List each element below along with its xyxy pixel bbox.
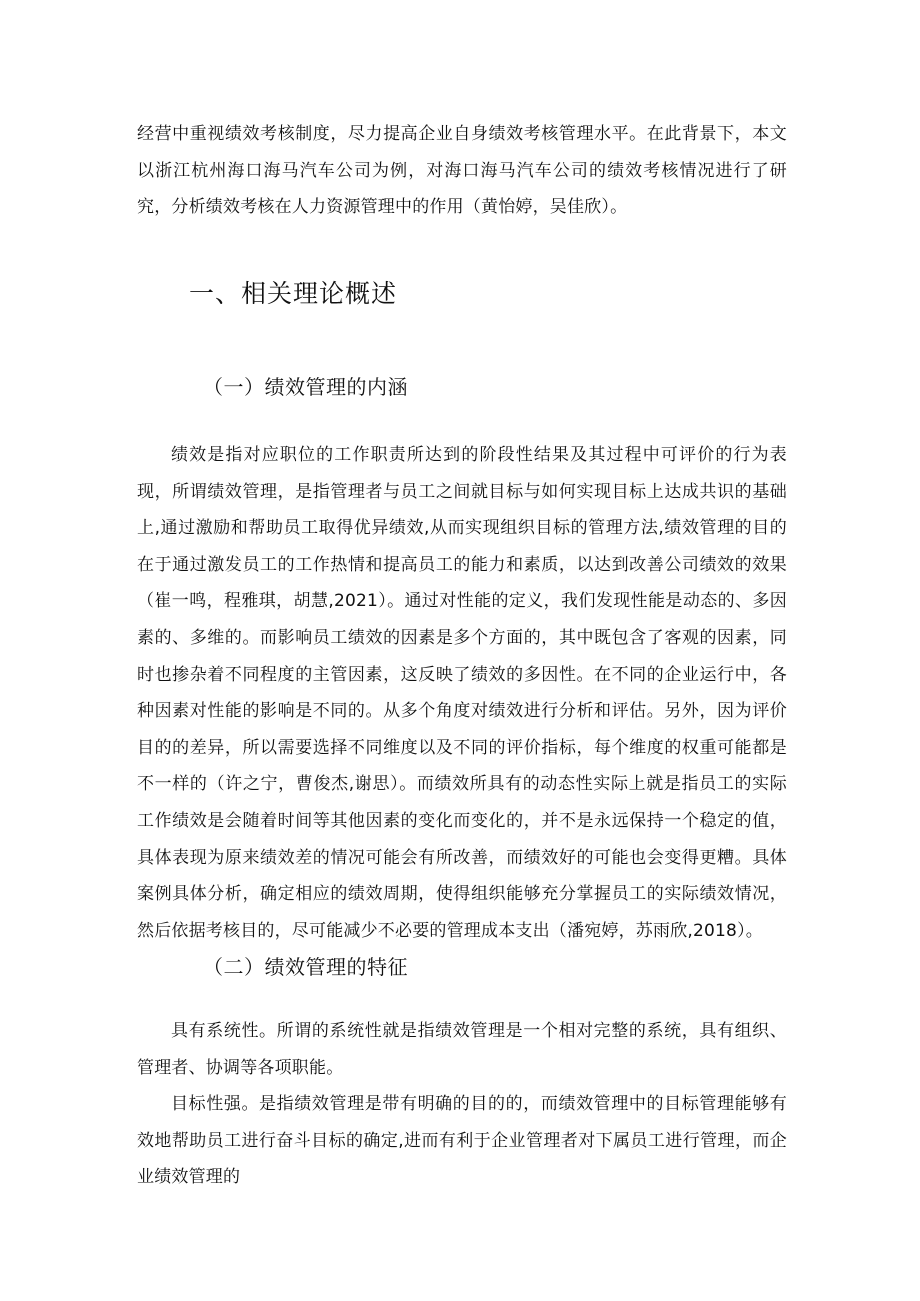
section-heading-theory-overview: 一、相关理论概述 [189, 279, 398, 308]
intro-paragraph: 经营中重视绩效考核制度，尽力提高企业自身绩效考核管理水平。在此背景下，本文以浙江杭州海口海马汽车公司为例，对海口海马汽车公司的绩效考核情况进行了研究，分析绩效考核在人力资源管理中的作用（黄怡婷，吴佳欣）。 [137, 124, 787, 218]
characteristic-systematic-paragraph: 具有系统性。所谓的系统性就是指绩效管理是一个相对完整的系统，具有组织、管理者、协调等各项职能。 [137, 1021, 787, 1078]
subsection-heading-characteristics: （二）绩效管理的特征 [203, 955, 408, 979]
characteristic-goal-paragraph: 目标性强。是指绩效管理是带有明确的目的的，而绩效管理中的目标管理能够有效地帮助员工进行奋斗目标的确定,进而有利于企业管理者对下属员工进行管理，而企业绩效管理的 [137, 1094, 787, 1188]
connotation-paragraph: 绩效是指对应职位的工作职责所达到的阶段性结果及其过程中可评价的行为表现，所谓绩效管理，是指管理者与员工之间就目标与如何实现目标上达成共识的基础上,通过激励和帮助员工取得优异绩效,从而实现组织目标的管理方法,绩效管理的目的在于通过激发员工的工作热情和提高员工的能力和素质，以达到改善公司绩效的效果（崔一鸣，程雅琪，胡慧,2021）。通过对性能的定义，我们发现性能是动态的、多因素的、多维的。而影响员工绩效的因素是多个方面的，其中既包含了客观的因素，同时也掺杂着不同程度的主管因素，这反映了绩效的多因性。在不同的企业运行中，各种因素对性能的影响是不同的。从多个角度对绩效进行分析和评估。另外，因为评价目的的差异，所以需要选择不同维度以及不同的评价指标，每个维度的权重可能都是不一样的（许之宁，曹俊杰,谢思）。而绩效所具有的动态性实际上就是指员工的实际工作绩效是会随着时间等其他因素的变化而变化的，并不是永远保持一个稳定的值，具体表现为原来绩效差的情况可能会有所改善，而绩效好的可能也会变得更糟。具体案例具体分析，确定相应的绩效周期，使得组织能够充分掌握员工的实际绩效情况，然后依据考核目的，尽可能减少不必要的管理成本支出（潘宛婷，苏雨欣,2018）。 [137, 445, 787, 941]
subsection-heading-connotation: （一）绩效管理的内涵 [203, 375, 408, 399]
